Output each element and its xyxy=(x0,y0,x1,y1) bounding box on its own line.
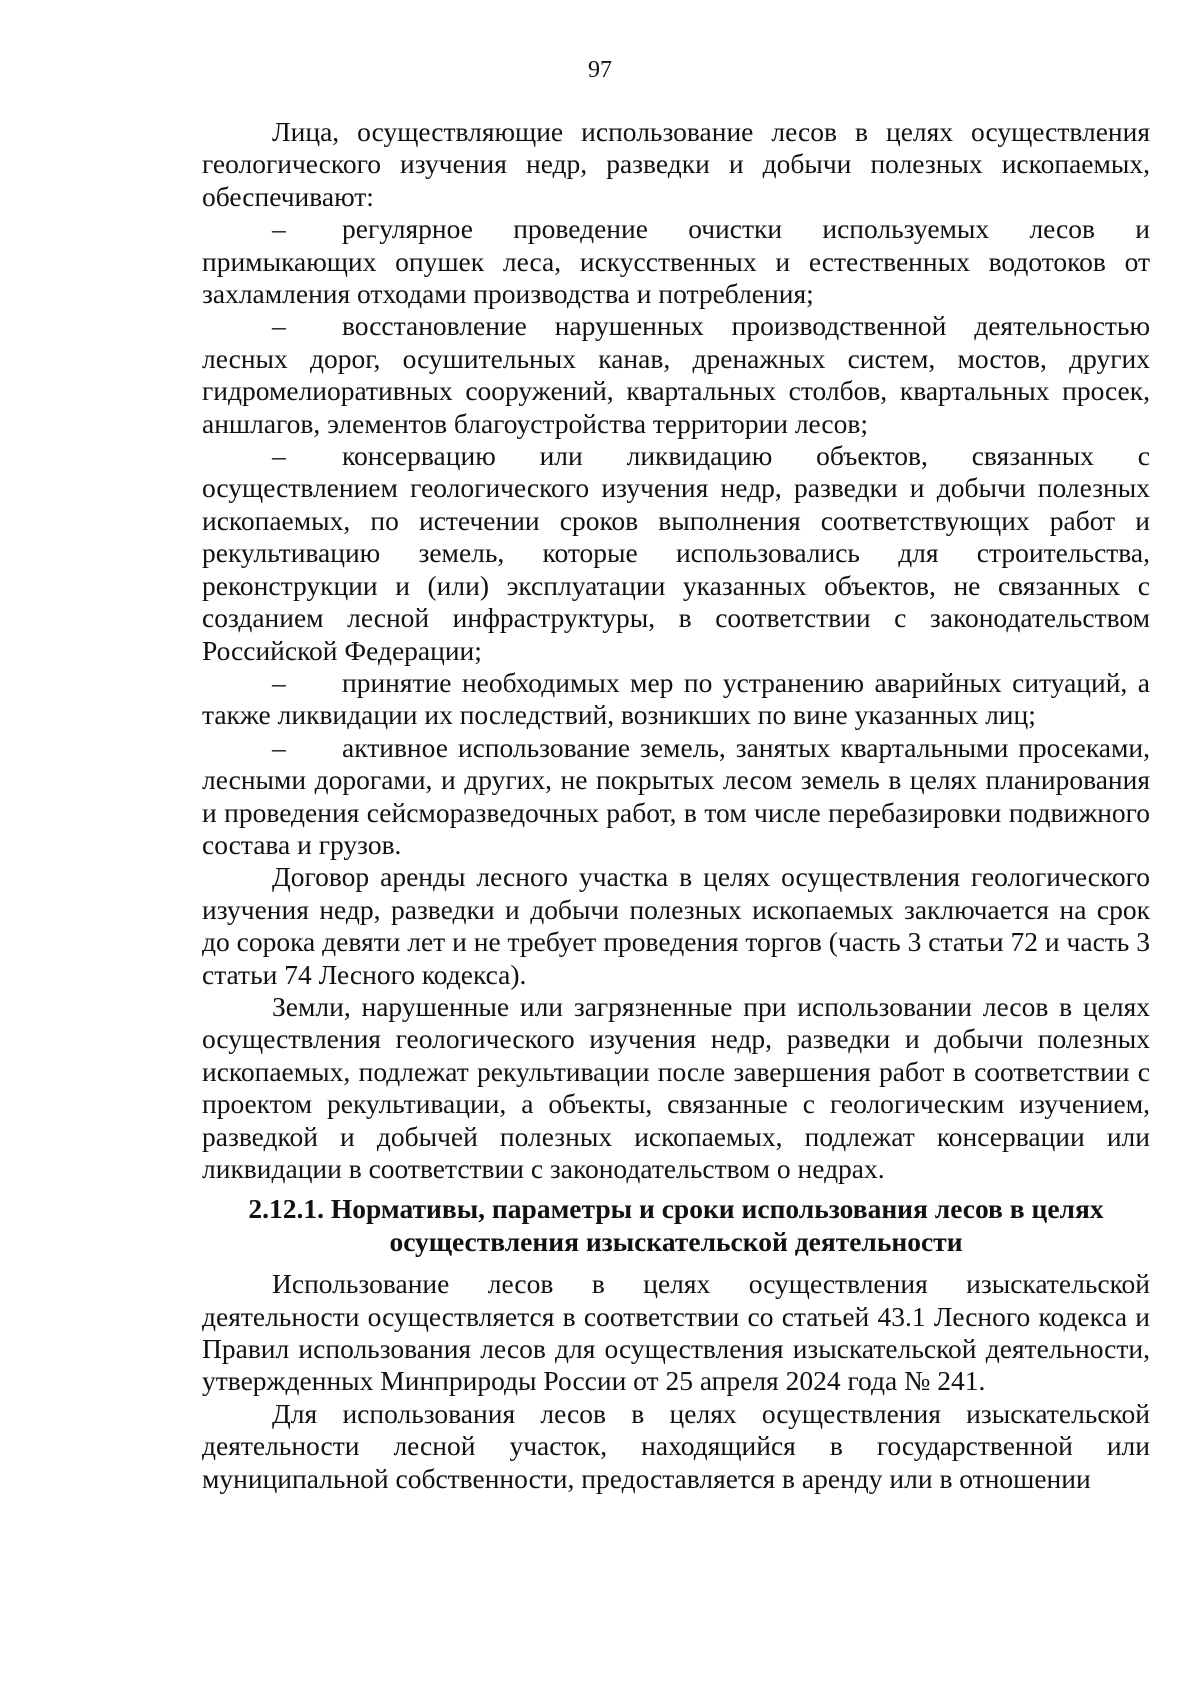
page-number: 97 xyxy=(588,57,612,83)
bullet-dash: – xyxy=(272,310,286,342)
bullet-item-conservation xyxy=(202,440,1150,667)
section-heading xyxy=(202,1193,1150,1258)
bullet-item-emergency xyxy=(202,667,1150,732)
survey-use-paragraph: Использование лесов в целях осуществления изыскательской деятельности осуществляется в соответствии со статьей 43.1 Лесного кодекса и Правил использования лесов для осуществления изыскательской деятельности, утвержденных Минприроды России от 25 апреля 2024 года № 241. xyxy=(202,1268,1150,1397)
bullet-text: активное использование земель, занятых квартальными просеками, лесными дорогами, и других, не покрытых лесом земель в целях планирования и проведения сейсморазведочных работ, в том числе перебазировки подвижного состава и грузов. xyxy=(202,731,1150,860)
section-heading-line-2: осуществления изыскательской деятельности xyxy=(389,1225,963,1257)
bullet-dash: – xyxy=(272,731,286,763)
bullet-dash: – xyxy=(272,440,286,472)
bullet-text: восстановление нарушенных производственной деятельностью лесных дорог, осушительных канав, дренажных систем, мостов, других гидромелиоративных сооружений, квартальных столбов, квартальных просек, аншлагов, элементов благоустройства территории лесов; xyxy=(202,310,1150,439)
document-body xyxy=(202,116,1150,1495)
bullet-dash: – xyxy=(272,213,286,245)
bullet-item-restoration xyxy=(202,310,1150,440)
bullet-dash: – xyxy=(272,666,286,698)
bullet-text: консервацию или ликвидацию объектов, связанных с осуществлением геологического изучения недр, разведки и добычи полезных ископаемых, по истечении сроков выполнения соответствующих работ и рекультивацию земель, которые использовались для строительства, реконструкции и (или) эксплуатации указанных объектов, не связанных с созданием лесной инфраструктуры, в соответствии с законодательством Российской Федерации; xyxy=(202,440,1150,666)
bullet-text: регулярное проведение очистки используемых лесов и примыкающих опушек леса, искусственных и естественных водотоков от захламления отходами производства и потребления; xyxy=(202,213,1150,310)
survey-plot-paragraph: Для использования лесов в целях осуществления изыскательской деятельности лесной участок, находящийся в государственной или муниципальной собственности, предоставляется в аренду или в отношении xyxy=(202,1397,1150,1494)
section-heading-line-1: 2.12.1. Нормативы, параметры и сроки использования лесов в целях xyxy=(248,1193,1104,1225)
bullet-item-cleaning xyxy=(202,213,1150,310)
intro-paragraph: Лица, осуществляющие использование лесов в целях осуществления геологического изучения недр, разведки и добычи полезных ископаемых, обеспечивают: xyxy=(202,116,1150,212)
bullet-text: принятие необходимых мер по устранению аварийных ситуаций, а также ликвидации их последствий, возникших по вине указанных лиц; xyxy=(202,666,1150,731)
lands-paragraph: Земли, нарушенные или загрязненные при использовании лесов в целях осуществления геологического изучения недр, разведки и добычи полезных ископаемых, подлежат рекультивации после завершения работ в соответствии с проектом рекультивации, а объекты, связанные с геологическим изучением, разведкой и добычей полезных ископаемых, подлежат консервации или ликвидации в соответствии с законодательством о недрах. xyxy=(202,990,1150,1184)
lease-paragraph: Договор аренды лесного участка в целях осуществления геологического изучения недр, разведки и добычи полезных ископаемых заключается на срок до сорока девяти лет и не требует проведения торгов (часть 3 статьи 72 и часть 3 статьи 74 Лесного кодекса). xyxy=(202,861,1150,990)
bullet-item-land-use xyxy=(202,732,1150,862)
